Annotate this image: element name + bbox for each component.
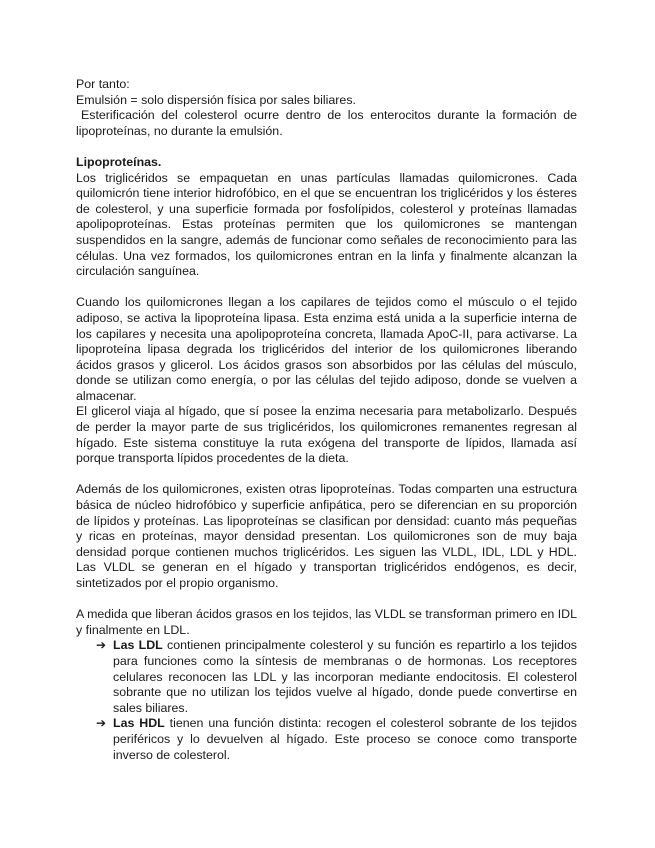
document-page [76, 77, 577, 763]
paragraph-lipoproteina-lipasa: Cuando los quilomicrones llegan a los capilares de tejidos como el músculo o el tejido adiposo, se activa la lipoproteína lipasa. Esta enzima está unida a la superficie interna de los capilares y necesita una apolipoproteína concreta, llamada ApoC-II, para activarse. La lipoproteína lipasa degrada los triglicéridos del interior de los quilomicrones liberando ácidos grasos y glicerol. Los ácidos grasos son absorbidos por las células del músculo, donde se utilizan como energía, o por las células del tejido adiposo, donde se vuelven a almacenar. [76, 295, 577, 403]
lipoprotein-list [76, 638, 577, 763]
paragraph-quilomicrones: Los triglicéridos se empaquetan en unas partículas llamadas quilomicrones. Cada quilomicrón tiene interior hidrofóbico, en el que se encuentran los triglicéridos y los ésteres de colesterol, y una superficie formada por fosfolípidos, colesterol y proteínas llamadas apolipoproteínas. Estas proteínas permiten que los quilomicrones se mantengan suspendidos en la sangre, además de funcionar como señales de reconocimiento para las células. Una vez formados, los quilomicrones entran en la linfa y finalmente alcanzan la circulación sanguínea. [76, 170, 577, 279]
list-item-ldl [96, 638, 577, 716]
paragraph-glicerol: El glicerol viaja al hígado, que sí posee la enzima necesaria para metabolizarlo. Después de perder la mayor parte de sus triglicéridos, los quilomicrones remanentes regresan al hígado. Este sistema constituye la ruta exógena del transporte de lípidos, llamada así porque transporta lípidos procedentes de la dieta. [76, 404, 577, 466]
list-item-lead: Las HDL [113, 716, 165, 731]
intro-line-2: Emulsión = solo dispersión física por sales biliares. [76, 92, 356, 107]
arrow-right-icon: ➔ [96, 638, 107, 653]
list-item-text: tienen una función distinta: recogen el colesterol sobrante de los tejidos periféricos y lo devuelven al hígado. Este proceso se conoce como transporte inverso de colesterol. [113, 716, 577, 762]
section-title: Lipoproteínas. [76, 154, 162, 169]
intro-line-1: Por tanto: [76, 77, 130, 91]
arrow-right-icon: ➔ [96, 716, 107, 731]
paragraph-vldl: A medida que liberan ácidos grasos en los tejidos, las VLDL se transforman primero en IDL y finalmente en LDL. [76, 607, 577, 637]
list-item-hdl [96, 716, 577, 763]
paragraph-otras-lipoproteinas: Además de los quilomicrones, existen otras lipoproteínas. Todas comparten una estructura básica de núcleo hidrofóbico y superficie anfipática, pero se diferencian en su proporción de lípidos y proteínas. Las lipoproteínas se clasifican por densidad: cuanto más pequeñas y ricas en proteínas, mayor densidad presentan. Los quilomicrones son de muy baja densidad porque contienen muchos triglicéridos. Les siguen las VLDL, IDL, LDL y HDL. Las VLDL se generan en el hígado y transportan triglicéridos endógenos, es decir, sintetizados por el propio organismo. [76, 482, 577, 590]
intro-line-3: Esterificación del colesterol ocurre dentro de los enterocitos durante la formación de lipoproteínas, no durante la emulsión. [76, 108, 577, 138]
list-item-text: contienen principalmente colesterol y su función es repartirlo a los tejidos para funciones como la síntesis de membranas o de hormonas. Los receptores celulares reconocen las LDL y las incorporan mediante endocitosis. El colesterol sobrante que no utilizan los tejidos vuelve al hígado, donde puede convertirse en sales biliares. [113, 638, 577, 715]
list-item-lead: Las LDL [113, 638, 163, 653]
